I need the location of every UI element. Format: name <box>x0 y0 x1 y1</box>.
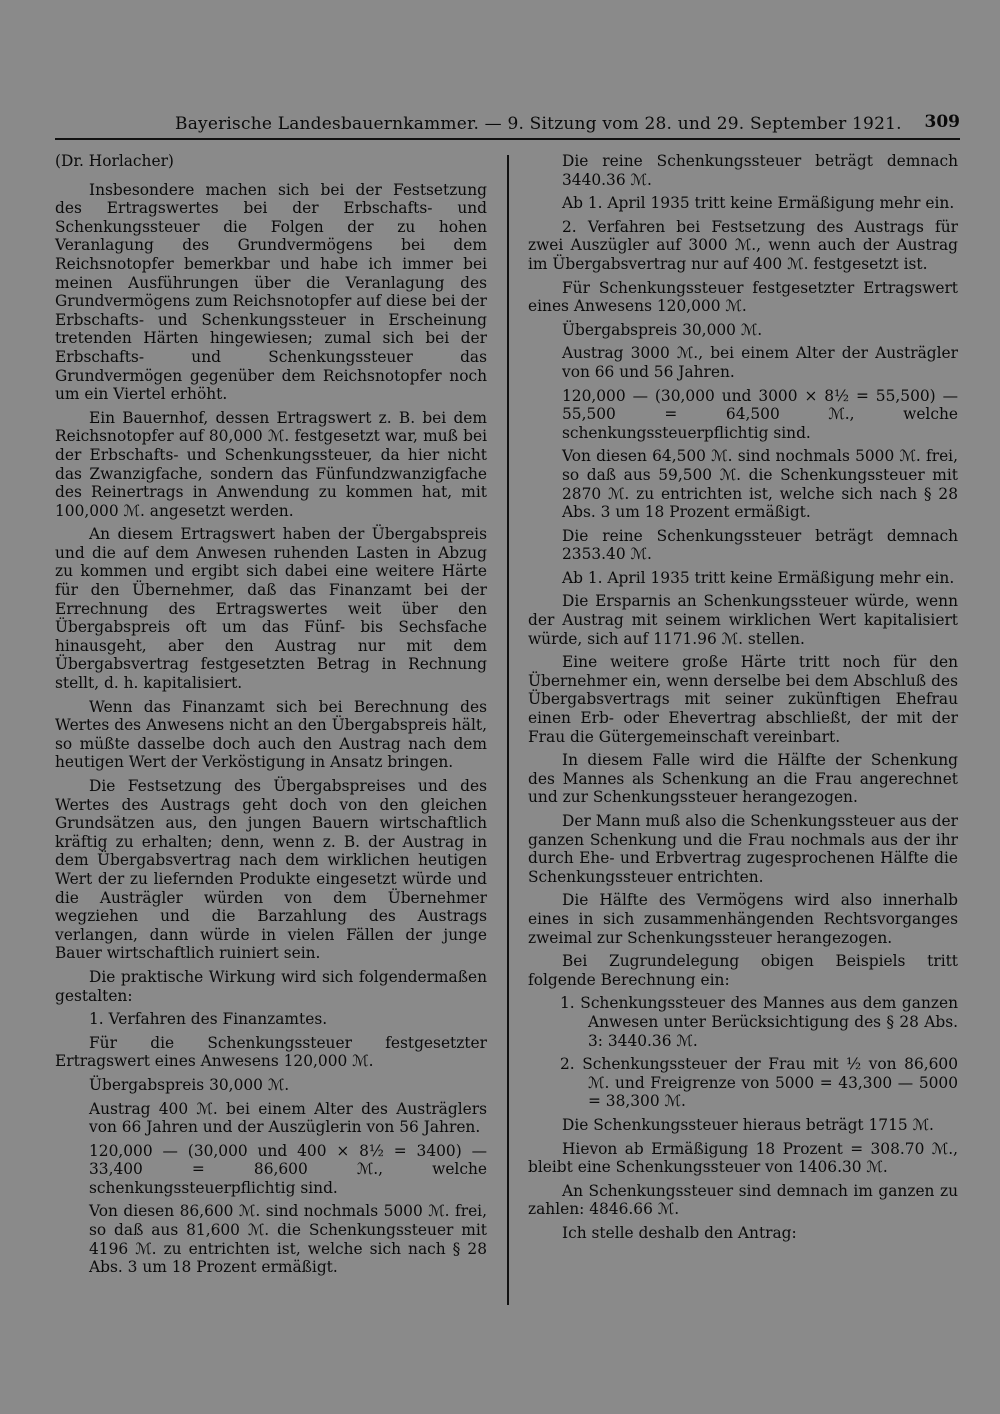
paragraph: In diesem Falle wird die Hälfte der Schenkung des Mannes als Schenkung an die Frau angerechnet und zur Schenkungssteuer herangezogen. <box>528 751 958 807</box>
paragraph: Eine weitere große Härte tritt noch für den Übernehmer ein, wenn derselbe bei dem Abschluß des Übergabsvertrags mit seiner zukünftigen Ehefrau einen Erb- oder Ehevertrag abschließt, der mit der Frau die Gütergemeinschaft vereinbart. <box>528 653 958 746</box>
paragraph: Die Schenkungssteuer hieraus beträgt 1715 ℳ. <box>562 1115 934 1134</box>
paragraph: Von diesen 86,600 ℳ. sind nochmals 5000 ℳ. frei, so daß aus 81,600 ℳ. die Schenkungssteuer mit 4196 ℳ. zu entrichten ist, welche sich nach § 28 Abs. 3 um 18 Prozent ermäßigt. <box>89 1202 487 1277</box>
paragraph: Austrag 400 ℳ. bei einem Alter des Austräglers von 66 Jahren und der Auszüglerin von 56 Jahren. <box>89 1099 487 1137</box>
paragraph: Ich stelle deshalb den Antrag: <box>562 1223 797 1242</box>
paragraph: Für Schenkungssteuer festgesetzter Ertragswert eines Anwesens 120,000 ℳ. <box>528 278 958 316</box>
paragraph: Bei Zugrundelegung obigen Beispiels tritt folgende Berechnung ein: <box>528 952 958 989</box>
speaker-label: (Dr. Horlacher) <box>55 152 174 170</box>
paragraph: Die praktische Wirkung wird sich folgendermaßen gestalten: <box>55 967 487 1005</box>
paragraph: Ab 1. April 1935 tritt keine Ermäßigung mehr ein. <box>562 568 955 587</box>
paragraph: Ein Bauernhof, dessen Ertragswert z. B. bei dem Reichsnotopfer auf 80,000 ℳ. festgesetzt war, muß bei der Erbschafts- und Schenkungssteuer, da hier nicht das Zwanzigfache, sondern das Fünfundzwanzigfache des Reinertrags in Anwendung zu kommen hat, mit 100,000 ℳ. angesetzt werden. <box>55 408 487 520</box>
paragraph: Austrag 3000 ℳ., bei einem Alter der Austrägler von 66 und 56 Jahren. <box>562 344 958 381</box>
paragraph: Die Hälfte des Vermögens wird also innerhalb eines in sich zusammenhängenden Rechtsvorganges zweimal zur Schenkungssteuer herangezogen. <box>528 891 958 947</box>
paragraph: Wenn das Finanzamt sich bei Berechnung des Wertes des Anwesens nicht an den Übergabspreis hält, so müßte dasselbe doch auch den Austrag nach dem heutigen Wert der Verköstigung in Ansatz bringen. <box>55 697 487 772</box>
paragraph: Hievon ab Ermäßigung 18 Prozent = 308.70 ℳ., bleibt eine Schenkungssteuer von 1406.30 ℳ. <box>528 1139 958 1177</box>
paragraph: Für die Schenkungssteuer festgesetzter Ertragswert eines Anwesens 120,000 ℳ. <box>55 1033 487 1071</box>
paragraph: Ab 1. April 1935 tritt keine Ermäßigung mehr ein. <box>562 194 955 213</box>
paragraph: Insbesondere machen sich bei der Festsetzung des Ertragswertes bei der Erbschafts- und Schenkungssteuer die Folgen der zu hohen Veranlagung des Grundvermögens bei dem Reichsnotopfer bemerkbar und habe ich immer bei meinen Ausführungen über die Veranlagung des Grundvermögens zum Reichsnotopfer auf diese bei der Erbschafts- und Schenkungssteuer in Erscheinung tretenden Härten hingewiesen; zumal sich bei der Erbschafts- und Schenkungssteuer das Grundvermögen gegenüber dem Reichsnotopfer noch um ein Viertel erhöht. <box>55 180 487 404</box>
paragraph: 120,000 — (30,000 und 3000 × 8½ = 55,500) — 55,500 = 64,500 ℳ., welche schenkungssteuerpflichtig sind. <box>562 386 958 442</box>
paragraph: 120,000 — (30,000 und 400 × 8½ = 3400) — 33,400 = 86,600 ℳ., welche schenkungssteuerpflichtig sind. <box>89 1141 487 1197</box>
column-divider <box>507 155 509 1305</box>
page-number: 309 <box>924 112 960 132</box>
paragraph: Die Festsetzung des Übergabspreises und des Wertes des Austrags geht doch von den gleichen Grundsätzen aus, den jungen Bauern wirtschaftlich kräftig zu erhalten; denn, wenn z. B. der Austrag in dem Übergabsvertrag nach dem wirklichen heutigen Wert der zu liefernden Produkte eingesetzt würde und die Austrägler würden von dem Übernehmer wegziehen und die Barzahlung des Austrags verlangen, dann würde in vielen Fällen der junge Bauer wirtschaftlich ruiniert sein. <box>55 777 487 963</box>
running-title: Bayerische Landesbauernkammer. — 9. Sitzung vom 28. und 29. September 1921. <box>175 114 902 134</box>
paragraph: An diesem Ertragswert haben der Übergabspreis und die auf dem Anwesen ruhenden Lasten in Abzug zu kommen und ergibt sich dabei eine weitere Härte für den Übernehmer, daß das Finanzamt bei der Errechnung des Ertragswertes weit über den Übergabspreis oft um das Fünf- bis Sechsfache hinausgeht, aber den Austrag nur mit dem Übergabsvertrag festgesetzten Betrag in Rechnung stellt, d. h. kapitalisiert. <box>55 525 487 693</box>
paragraph: 1. Schenkungssteuer des Mannes aus dem ganzen Anwesen unter Berücksichtigung des § 28 Abs. 3: 3440.36 ℳ. <box>560 994 958 1050</box>
left-column <box>55 152 487 1282</box>
paragraph: Von diesen 64,500 ℳ. sind nochmals 5000 ℳ. frei, so daß aus 59,500 ℳ. die Schenkungssteuer mit 2870 ℳ. zu entrichten ist, welche sich nach § 28 Abs. 3 um 18 Prozent ermäßigt. <box>562 447 958 522</box>
paragraph: Die reine Schenkungssteuer beträgt demnach 2353.40 ℳ. <box>562 526 958 564</box>
paragraph: 2. Verfahren bei Festsetzung des Austrags für zwei Auszügler auf 3000 ℳ., wenn auch der Austrag im Übergabsvertrag nur auf 400 ℳ. festgesetzt ist. <box>528 217 958 273</box>
paragraph: Der Mann muß also die Schenkungssteuer aus der ganzen Schenkung und die Frau nochmals aus der ihr durch Ehe- und Erbvertrag zugesprochenen Hälfte die Schenkungssteuer entrichten. <box>528 812 958 886</box>
paragraph: Übergabspreis 30,000 ℳ. <box>89 1075 290 1094</box>
paragraph: An Schenkungssteuer sind demnach im ganzen zu zahlen: 4846.66 ℳ. <box>528 1181 958 1219</box>
paragraph: 1. Verfahren des Finanzamtes. <box>89 1010 328 1029</box>
paragraph: Übergabspreis 30,000 ℳ. <box>562 320 763 339</box>
paragraph: Die reine Schenkungssteuer beträgt demnach 3440.36 ℳ. <box>562 152 958 189</box>
running-header <box>55 110 960 140</box>
paragraph: 2. Schenkungssteuer der Frau mit ½ von 86,600 ℳ. und Freigrenze von 5000 = 43,300 — 5000 = 38,300 ℳ. <box>560 1055 958 1111</box>
right-column <box>528 152 958 1247</box>
paragraph: Die Ersparnis an Schenkungssteuer würde, wenn der Austrag mit seinem wirklichen Wert kapitalisiert würde, sich auf 1171.96 ℳ. stellen. <box>528 592 958 648</box>
